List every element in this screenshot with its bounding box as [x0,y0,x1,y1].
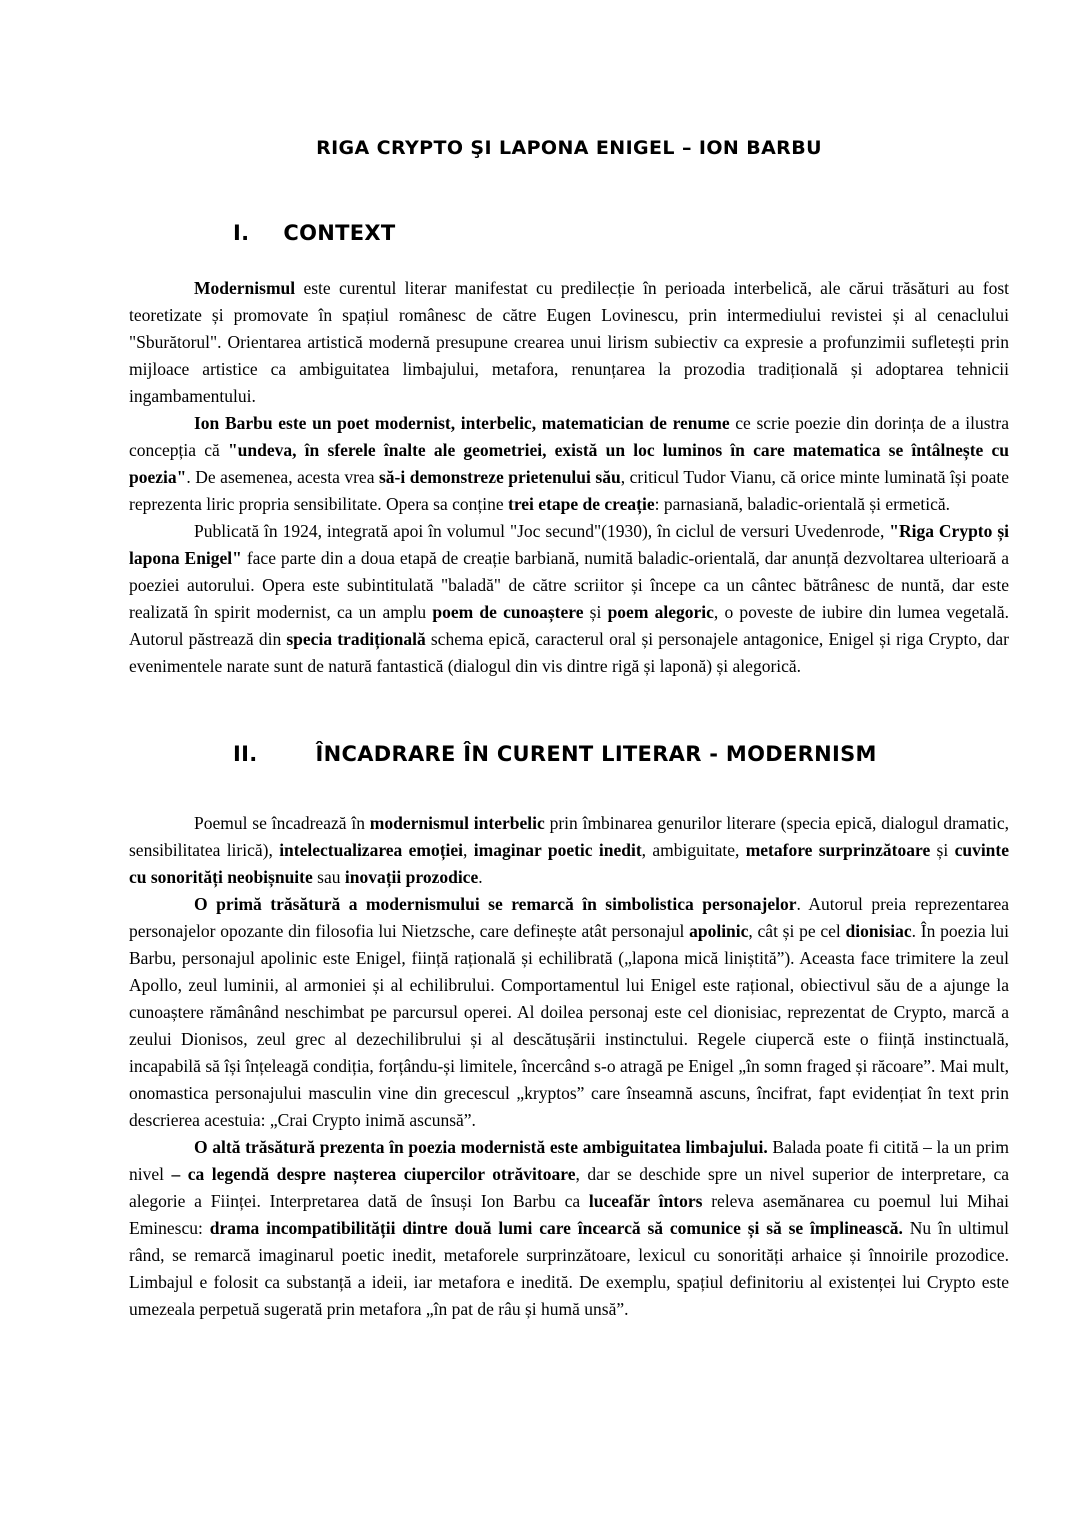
paragraph: Modernismul este curentul literar manifestat cu predilecție în perioada interbelică, ale cărui trăsături au fost teoretizate și promovate în spațiul românesc de către Eugen Lovinescu, prin intermediului revistei și al cenaclului "Sburătorul". Orientarea artistică modernă presupune crearea unui lirism subiectiv ca expresie a profunzimii sufletești prin mijloace artistice ca ambiguitatea limbajului, metafora, renunțarea la prozodia tradițională și adoptarea tehnicii ingambamentului. [129,278,1009,406]
section-heading-literary-current [233,742,1009,766]
paragraph: Publicată în 1924, integrată apoi în volumul "Joc secund"(1930), în ciclul de versuri Uvedenrode, "Riga Crypto și lapona Enigel" face parte din a doua etapă de creație barbiană, numită baladic-orientală, dar anunță dezvoltarea ulterioară a poeziei autorului. Opera este subintitulată "baladă" de către scriitor și începe ca un cântec bătrânesc de nuntă, dar este realizată în spirit modernist, ca un amplu poem de cunoaștere și poem alegoric, o poveste de iubire din lumea vegetală. Autorul păstrează din specia tradițională schema epică, caracterul oral și personajele antagonice, Enigel și riga Crypto, dar evenimentele narate sunt de natură fantastică (dialogul din vis dintre rigă și laponă) și alegorică. [129,521,1009,676]
section-heading-context [233,221,1009,245]
section-number: I. [233,221,250,245]
section-label: ÎNCADRARE ÎN CURENT LITERAR - MODERNISM [315,742,877,766]
paragraph: Ion Barbu este un poet modernist, interbelic, matematician de renume ce scrie poezie din dorința de a ilustra concepția că "undeva, în sferele înalte ale geometriei, există un loc luminos în care matematica se întâlnește cu poezia". De asemenea, acesta vrea să-i demonstreze prietenului său, criticul Tudor Vianu, că orice minte luminată își poate reprezenta liric propria sensibilitate. Opera sa conține trei etape de creație: parnasiană, baladic-orientală și ermetică. [129,413,1010,514]
section-context [129,221,1009,680]
paragraph: Poemul se încadrează în modernismul interbelic prin îmbinarea genurilor literare (specia epică, dialogul dramatic, sensibilitatea lirică), intelectualizarea emoției, imaginar poetic inedit, ambiguitate, metafore surprinzătoare și cuvinte cu sonorități neobișnuite sau inovații prozodice. [129,813,1010,887]
section-literary-current [129,742,1009,1323]
document-title: RIGA CRYPTO ŞI LAPONA ENIGEL – ION BARBU [316,137,822,159]
section-number: II. [233,742,258,766]
section-label: CONTEXT [283,221,396,245]
paragraph: O altă trăsătură prezenta în poezia modernistă este ambiguitatea limbajului. Balada poate fi citită – la un prim nivel – ca legendă despre nașterea ciupercilor otrăvitoare, dar se deschide spre un nivel superior de interpretare, ca alegorie a Ființei. Interpretarea dată de însuși Ion Barbu ca luceafăr întors releva asemănarea cu poemul lui Mihai Eminescu: drama incompatibilității dintre două lumi care încearcă să comunice și să se împlinească. Nu în ultimul rând, se remarcă imaginarul poetic inedit, metaforele surprinzătoare, lexicul cu sonorități arhaice și înnoirile prozodice. Limbajul e folosit ca substanță a ideii, iar metafora e inedită. De exemplu, spațiul definitoriu al existenței lui Crypto este umezeala perpetuă sugerată prin metafora „în pat de râu și humă unsă”. [129,1137,1010,1319]
paragraph: O primă trăsătură a modernismului se remarcă în simbolistica personajelor. Autorul preia reprezentarea personajelor opozante din filosofia lui Nietzsche, care definește atât personajul apolinic, cât și pe cel dionisiac. În poezia lui Barbu, personajul apolinic este Enigel, ființă rațională și echilibrată („lapona mică liniștită”). Aceasta face trimitere la zeul Apollo, zeul luminii, al armoniei și al echilibrului. Comportamentul lui Enigel este rațional, obiectivul său de a ajunge la cunoaștere rămânând neschimbat pe parcursul operei. Al doilea personaj este cel dionisiac, reprezentat de Crypto, marcă a zeului Dionisos, zeul grec al dezechilibrului și al descătușării instinctului. Regele ciupercă este o ființă instinctuală, incapabilă să își înțeleagă condiția, forțându-și limitele, încercând s-o atragă pe Enigel „în somn fraged și răcoare”. Mai mult, onomastica personajului masculin vine din grecescul „kryptos” care înseamnă ascuns, încifrat, fapt evidențiat în text prin descrierea acestuia: „Crai Crypto inimă ascunsă”. [129,894,1009,1130]
